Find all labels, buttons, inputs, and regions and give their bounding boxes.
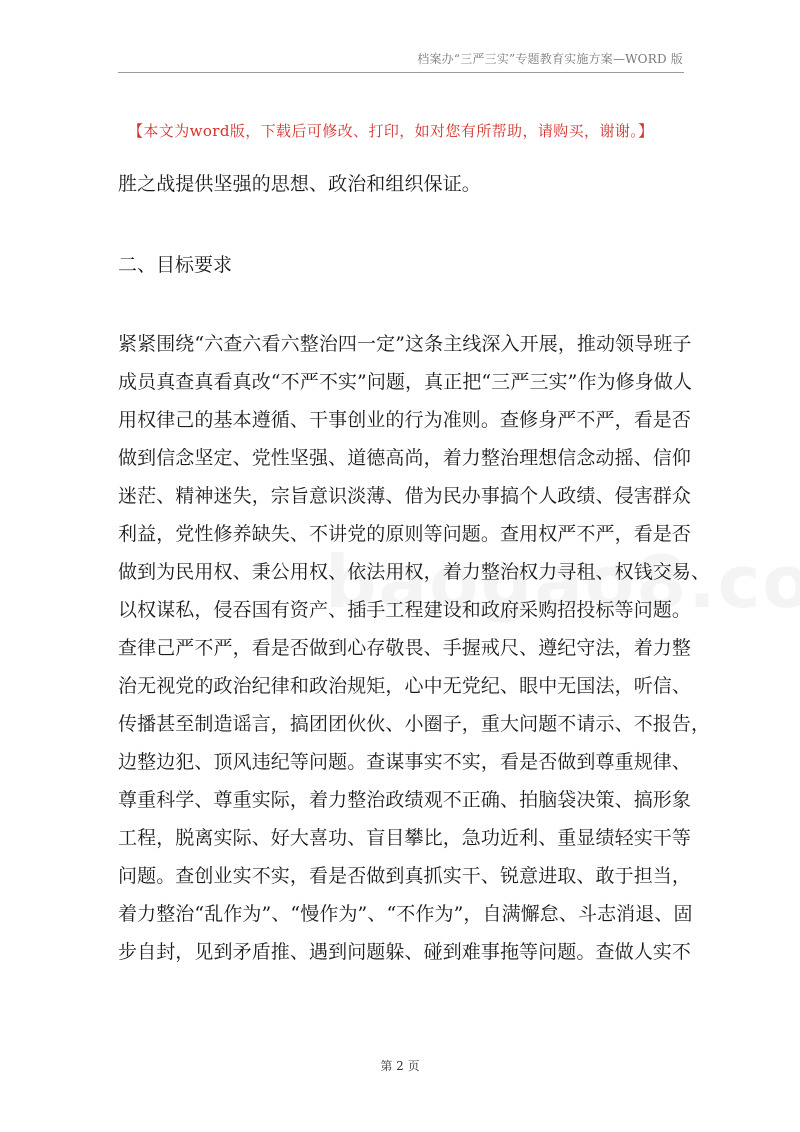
paragraph-line: 步自封，见到矛盾推、遇到问题躲、碰到难事拖等问题。查做人实不 [118, 941, 692, 963]
paragraph-line: 查律己严不严，看是否做到心存敬畏、手握戒尺、遵纪守法，着力整 [118, 637, 692, 659]
paragraph-line: 做到信念坚定、党性坚强、道德高尚，着力整治理想信念动摇、信仰 [118, 447, 692, 469]
paragraph-line: 着力整治“乱作为”、“慢作为”、“不作为”，自满懈怠、斗志消退、固 [118, 903, 693, 925]
paragraph-line: 做到为民用权、秉公用权、依法用权，着力整治权力寻租、权钱交易、 [118, 561, 711, 583]
intro-block [118, 165, 688, 203]
paragraph-line: 利益，党性修养缺失、不讲党的原则等问题。查用权严不严，看是否 [118, 523, 692, 545]
paragraph-line: 迷茫、精神迷失，宗旨意识淡薄、借为民办事搞个人政绩、侵害群众 [118, 485, 692, 507]
header-divider [118, 72, 684, 73]
paragraph-line: 问题。查创业实不实，看是否做到真抓实干、锐意进取、敢于担当， [118, 865, 692, 887]
body-paragraph [118, 325, 711, 971]
paragraph-line: 成员真查真看真改“不严不实”问题，真正把“三严三实”作为修身做人 [118, 371, 693, 393]
paragraph-line: 治无视党的政治纪律和政治规矩，心中无党纪、眼中无国法，听信、 [118, 675, 692, 697]
paragraph-line: 传播甚至制造谣言，搞团团伙伙、小圈子，重大问题不请示、不报告， [118, 713, 711, 735]
purchase-notice: 【本文为word版，下载后可修改、打印，如对您有所帮助，请购买，谢谢。】 [128, 122, 654, 140]
paragraph-line: 尊重科学、尊重实际，着力整治政绩观不正确、拍脑袋决策、搞形象 [118, 789, 692, 811]
paragraph-line: 紧紧围绕“六查六看六整治四一定”这条主线深入开展，推动领导班子 [118, 333, 692, 355]
paragraph-line: 以权谋私，侵吞国有资产、插手工程建设和政府采购招投标等问题。 [118, 599, 692, 621]
section-heading: 二、目标要求 [118, 254, 233, 276]
intro-line: 胜之战提供坚强的思想、政治和组织保证。 [118, 173, 481, 195]
page-header-title: 档案办“三严三实”专题教育实施方案—WORD 版 [417, 52, 683, 66]
paragraph-line: 边整边犯、顶风违纪等问题。查谋事实不实，看是否做到尊重规律、 [118, 751, 692, 773]
paragraph-line: 用权律己的基本遵循、干事创业的行为准则。查修身严不严，看是否 [118, 409, 692, 431]
page-number: 第 2 页 [380, 1059, 420, 1073]
paragraph-line: 工程，脱离实际、好大喜功、盲目攀比，急功近利、重显绩轻实干等 [118, 827, 692, 849]
